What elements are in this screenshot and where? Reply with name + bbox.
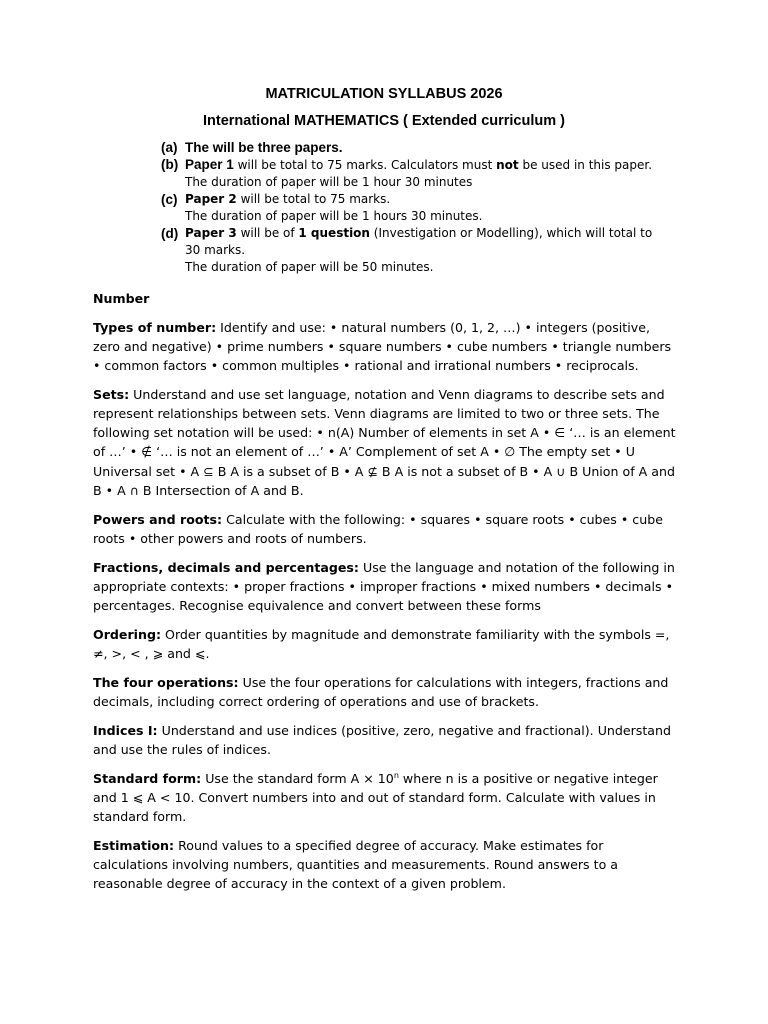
topic-indices [93,721,678,759]
topic-text: Use the language and notation of the following in appropriate contexts: • proper fractions • improper fractions • mixed numbers • decimals • percentages. Recognise equivalence and convert between these forms [93,559,675,613]
paper-name: Paper 2 [185,192,237,206]
paper-duration: The duration of paper will be 1 hour 30 minutes [185,175,473,189]
item-text: be used in this paper. [518,158,653,172]
paper-item-a [161,139,661,156]
topic-text: Understand and use indices (positive, zero, negative and fractional). Understand and use the rules of indices. [93,722,672,757]
document-title: MATRICULATION SYLLABUS 2026 [265,86,503,102]
topic-text: Round values to a specified degree of accuracy. Make estimates for calculations involving numbers, quantities and measurements. Round answers to a reasonable degree of accuracy in the context of a given problem. [93,837,618,892]
paper-name: Paper 3 [185,226,237,240]
topic-fractions [93,558,678,616]
item-letter: (b) [161,157,179,172]
emphasis: 1 question [298,226,370,240]
item-text: will be of [236,226,299,240]
topic-four-operations [93,673,678,711]
paper-name: Paper 1 [185,157,234,172]
topic-text: Understand and use set language, notation and Venn diagrams to describe sets and represent relationships between sets. Venn diagrams are limited to two or three sets. The following set notation will be used: • n(A) Number of elements in set A • ∈ ‘… is an element of …’ • ∉ ‘… is not an element of …’ • A’ Complement of set A • ∅ The empty set • U Universal set • A ⊆ B A is a subset of B • A ⊈ B A is not a subset of B • A ∪ B Union of A and B • A ∩ B Intersection of A and B. [93,386,676,498]
paper-item-b [161,156,661,191]
topic-estimation [93,836,678,894]
topic-heading: Standard form: [93,770,202,786]
topic-text: Use the four operations for calculations with integers, fractions and decimals, including correct ordering of operations and use of brackets. [93,674,669,709]
emphasis: not [496,158,519,172]
paper-item-d [161,225,661,276]
topic-sets [93,385,678,500]
item-letter: (a) [161,140,178,155]
topic-ordering [93,625,678,663]
syllabus-content [93,289,678,903]
topic-text: Order quantities by magnitude and demonstrate familiarity with the symbols =, ≠, >, < , ⩾ and ⩽. [93,626,670,661]
topic-heading: Sets: [93,386,130,402]
paper-duration: The duration of paper will be 1 hours 30 minutes. [185,209,483,223]
paper-item-c [161,191,661,225]
topic-powers-and-roots [93,510,678,548]
topic-heading: Indices I: [93,722,158,738]
item-text: will be total to 75 marks. Calculators must [233,158,497,172]
item-letter: (d) [161,226,179,241]
topic-heading: The four operations: [93,674,239,690]
item-text: (Investigation or Modelling), which will total to 30 marks. [185,226,653,257]
topic-heading: Ordering: [93,626,162,642]
topic-heading: Estimation: [93,837,175,853]
item-letter: (c) [161,192,178,207]
topic-standard-form [93,769,678,827]
papers-list [161,137,661,276]
topic-heading: Types of number: [93,319,217,335]
topic-text: Identify and use: • natural numbers (0, 1, 2, …) • integers (positive, zero and negative) • prime numbers • square numbers • cube numbers • triangle numbers • common factors • common multiples • rational and irrational numbers • reciprocals. [93,319,672,373]
paper-duration: The duration of paper will be 50 minutes. [185,260,434,274]
topic-types-of-number [93,318,678,376]
item-body [185,225,661,276]
topic-text: Use the standard form A × 10 [201,770,394,786]
section-heading: Number [93,291,150,306]
document-subtitle: International MATHEMATICS ( Extended curriculum ) [203,113,565,129]
topic-text: where n is a positive or negative integer and 1 ⩽ A < 10. Convert numbers into and out of standard form. Calculate with values in standard form. [93,770,658,825]
item-body [185,191,482,225]
topic-text: Calculate with the following: • squares • square roots • cubes • cube roots • other powers and roots of numbers. [93,511,663,546]
topic-heading: Powers and roots: [93,511,223,527]
item-text: The will be three papers. [185,140,343,155]
item-text: will be total to 75 marks. [236,192,391,206]
superscript: n [393,770,399,780]
item-body [185,156,652,191]
topic-heading: Fractions, decimals and percentages: [93,559,359,575]
